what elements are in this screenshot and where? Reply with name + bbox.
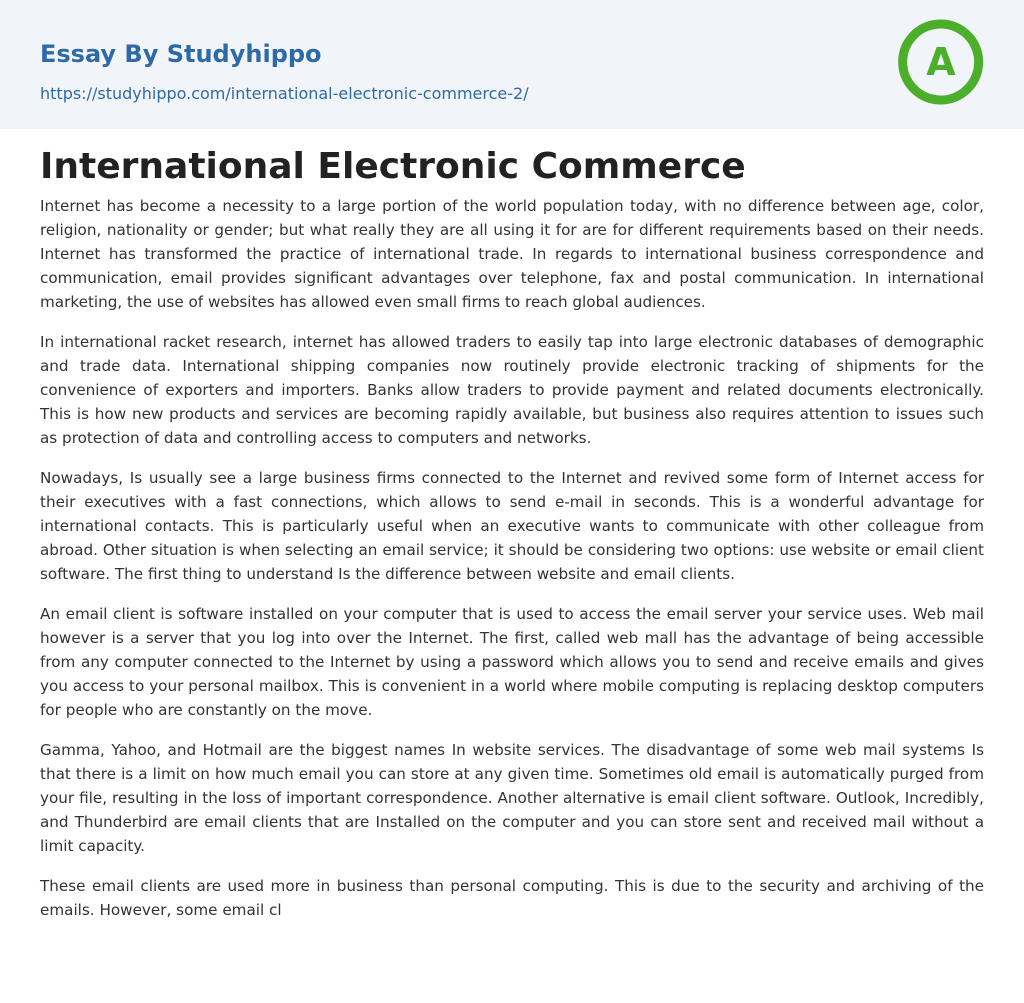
logo-letter: A (926, 40, 956, 84)
article-title: International Electronic Commerce (40, 146, 746, 187)
article-url-link[interactable]: https://studyhippo.com/international-electronic-commerce-2/ (40, 84, 529, 103)
article-body (40, 194, 984, 938)
article-paragraph: In international racket research, internet has allowed traders to easily tap into large electronic databases of demographic and trade data. International shipping companies now routinely provide electronic tracking of shipments for the convenience of exporters and importers. Banks allow traders to provide payment and related documents electronically. This is how new products and services are becoming rapidly available, but business also requires attention to issues such as protection of data and controlling access to computers and networks. (40, 333, 984, 447)
studyhippo-logo-icon[interactable] (898, 18, 986, 106)
site-brand[interactable]: Essay By Studyhippo (40, 40, 322, 68)
article-paragraph: These email clients are used more in business than personal computing. This is due to the security and archiving of the emails. However, some email cl (40, 877, 984, 919)
article-paragraph: Gamma, Yahoo, and Hotmail are the biggest names In website services. The disadvantage of some web mail systems Is that there is a limit on how much email you can store at any given time. Sometimes old email is automatically purged from your file, resulting in the loss of important correspondence. Another alternative is email client software. Outlook, Incredibly, and Thunderbird are email clients that are Installed on the computer and you can store sent and received mail without a limit capacity. (40, 741, 984, 855)
article-paragraph: Internet has become a necessity to a large portion of the world population today, with no difference between age, color, religion, nationality or gender; but what really they are all using it for are for different requirements based on their needs. Internet has transformed the practice of international trade. In regards to international business correspondence and communication, email provides significant advantages over telephone, fax and postal communication. In international marketing, the use of websites has allowed even small firms to reach global audiences. (40, 197, 984, 311)
article-paragraph: An email client is software installed on your computer that is used to access the email server your service uses. Web mail however is a server that you log into over the Internet. The first, called web mall has the advantage of being accessible from any computer connected to the Internet by using a password which allows you to send and receive emails and gives you access to your personal mailbox. This is convenient in a world where mobile computing is replacing desktop computers for people who are constantly on the move. (40, 605, 984, 719)
site-header (0, 0, 1024, 129)
article-paragraph: Nowadays, Is usually see a large business firms connected to the Internet and revived some form of Internet access for their executives with a fast connections, which allows to send e-mail in seconds. This is a wonderful advantage for international contacts. This is particularly useful when an executive wants to communicate with other colleague from abroad. Other situation is when selecting an email service; it should be considering two options: use website or email client software. The first thing to understand Is the difference between website and email clients. (40, 469, 984, 583)
